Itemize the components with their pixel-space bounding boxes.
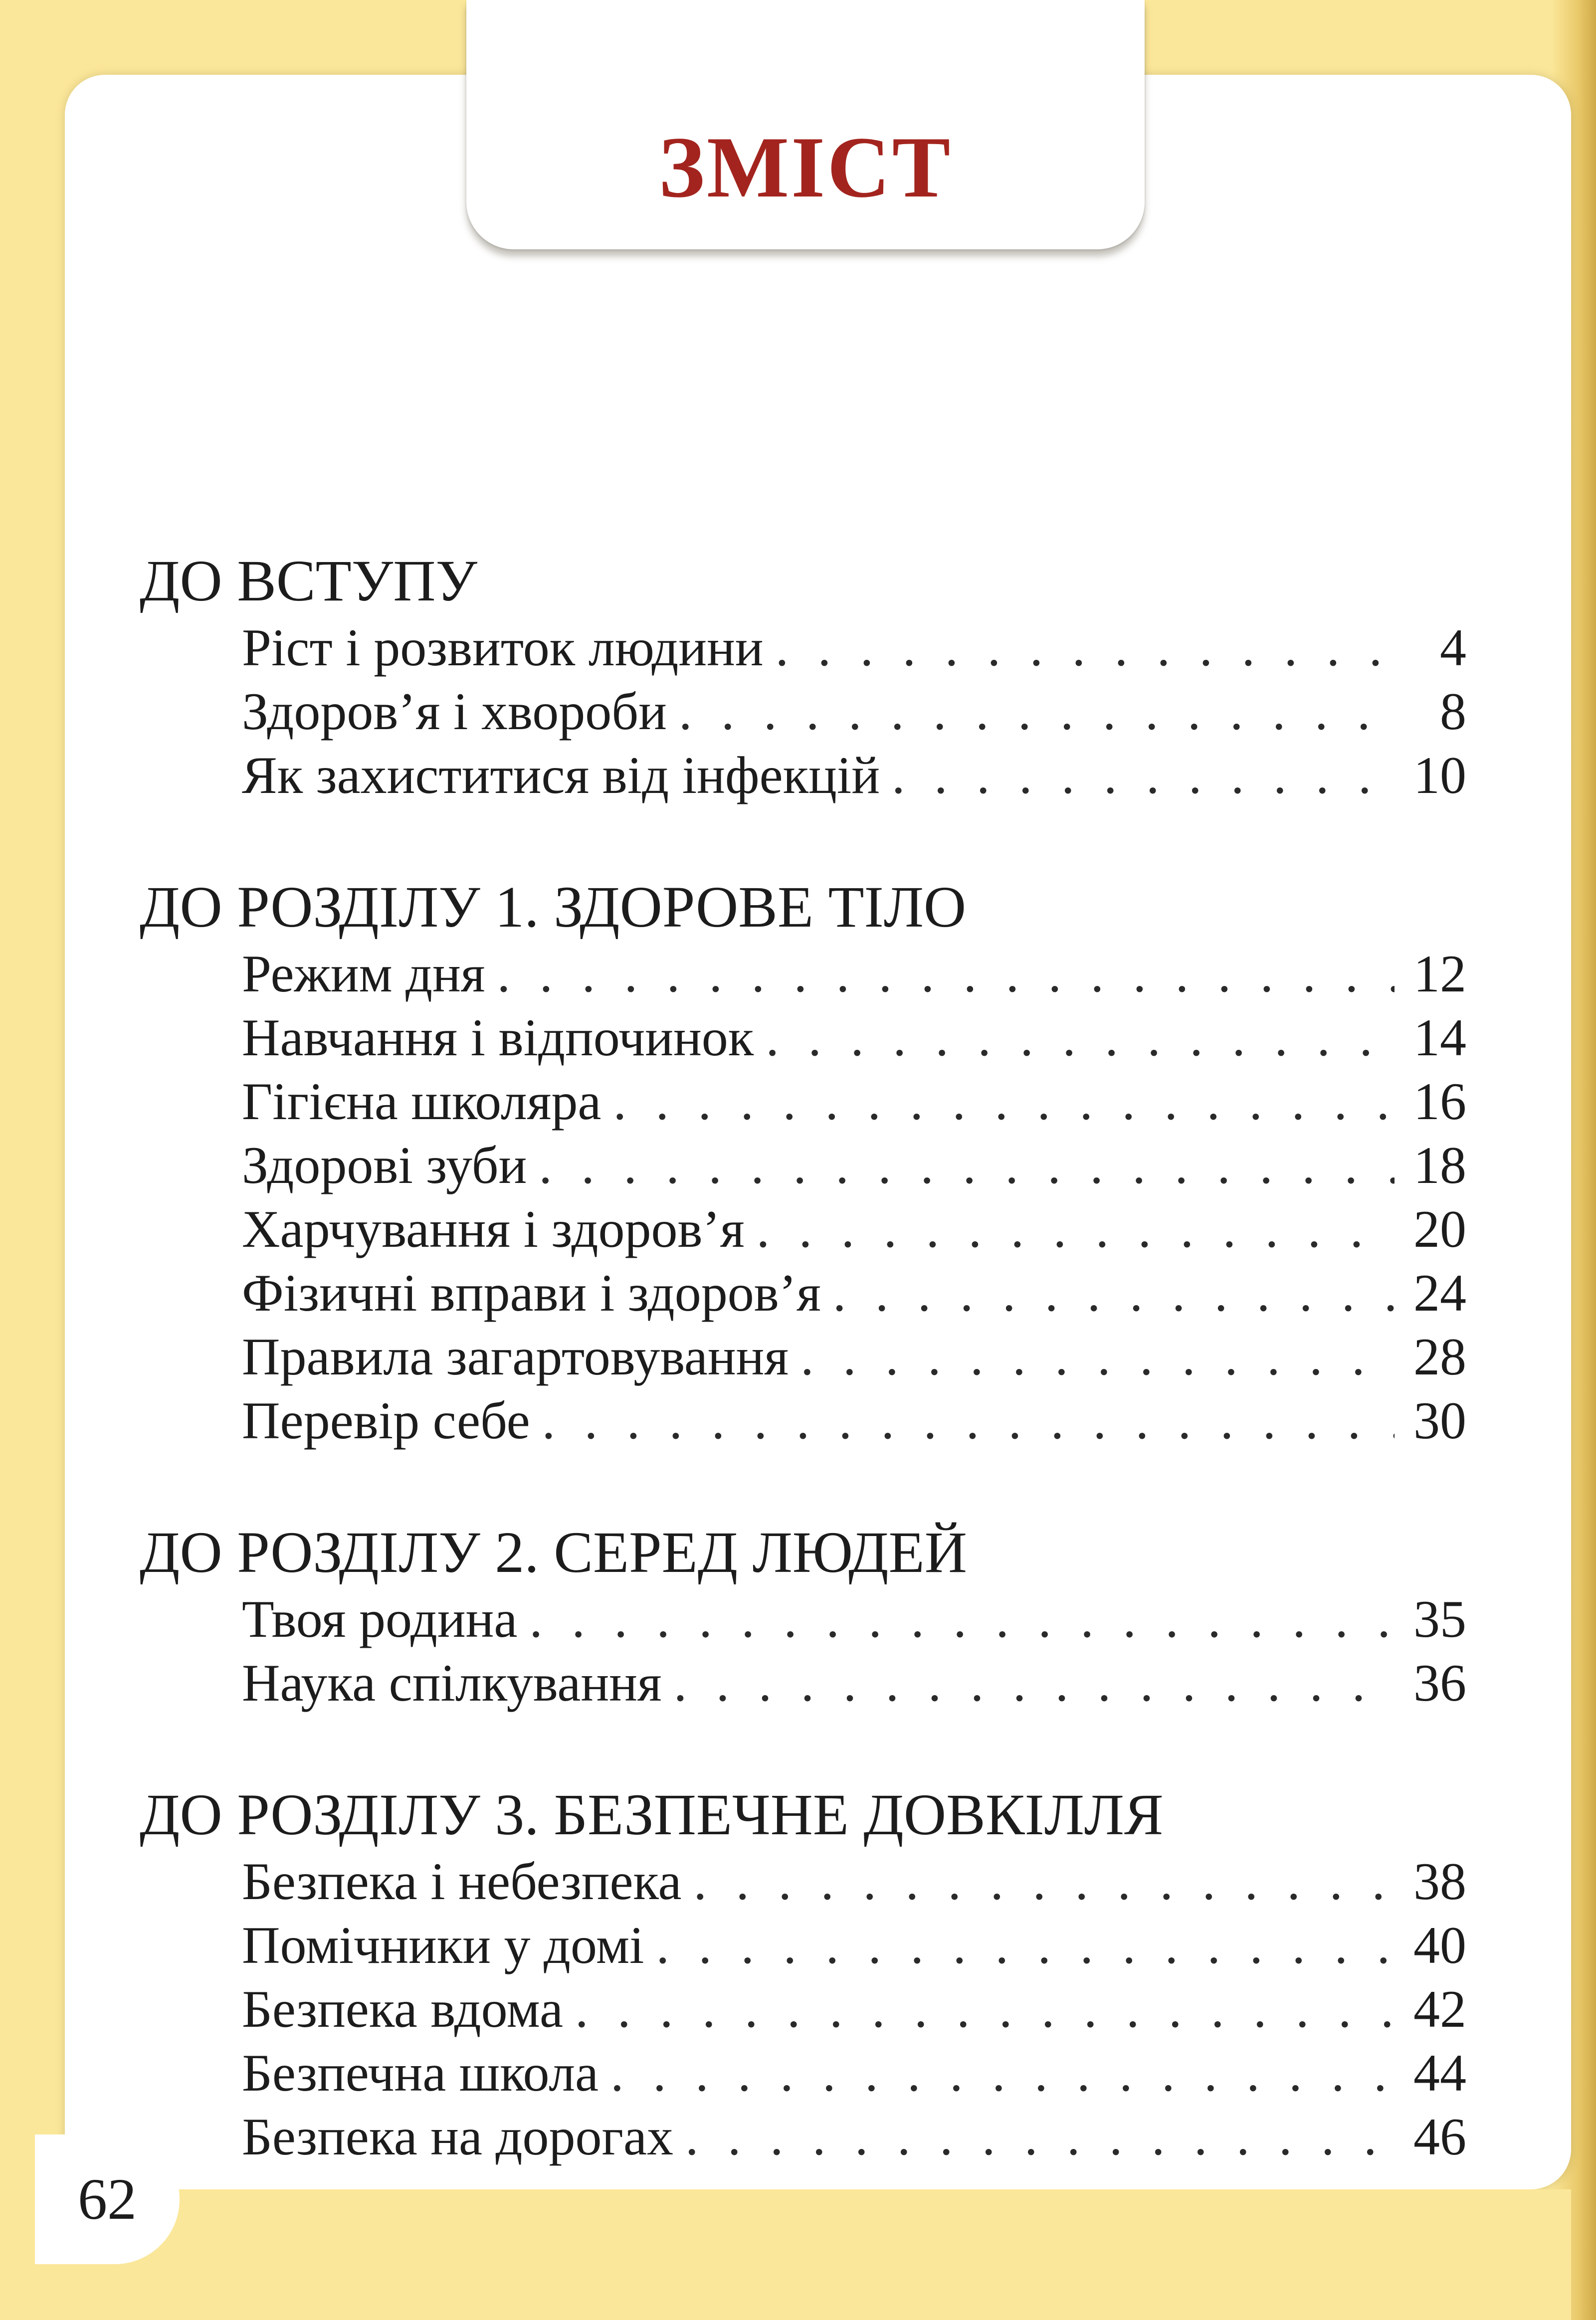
dot-leader (529, 1587, 1395, 1651)
toc-entry[interactable] (140, 942, 1466, 1006)
dot-leader (800, 1325, 1395, 1389)
entry-title: Як захиститися від інфекцій (242, 746, 880, 804)
entry-page: 42 (1413, 1980, 1466, 2038)
toc-entry[interactable] (140, 1134, 1466, 1197)
toc-entry[interactable] (140, 1651, 1466, 1715)
dot-leader (610, 2041, 1395, 2105)
entry-page: 24 (1413, 1264, 1466, 1322)
toc-entry[interactable] (140, 1587, 1466, 1651)
dot-leader (613, 1070, 1395, 1134)
toc-entry[interactable] (140, 680, 1466, 744)
toc-entry[interactable] (140, 1977, 1466, 2041)
entry-page: 28 (1413, 1328, 1466, 1386)
toc-section (140, 1518, 1466, 1715)
toc-section (140, 872, 1466, 1453)
dot-leader (674, 1651, 1395, 1715)
dot-leader (656, 1914, 1395, 1977)
dot-leader (833, 1261, 1395, 1325)
entry-page: 36 (1413, 1654, 1466, 1712)
toc-entry[interactable] (140, 1006, 1466, 1070)
section-heading: ДО РОЗДІЛУ 2. СЕРЕД ЛЮДЕЙ (140, 1520, 967, 1585)
entry-page: 14 (1413, 1008, 1466, 1067)
title-tab (466, 0, 1145, 249)
entry-title: Наука спілкування (242, 1654, 662, 1712)
dot-leader (497, 942, 1395, 1006)
dot-leader (766, 1006, 1395, 1070)
toc-entry[interactable] (140, 1850, 1466, 1914)
toc-entry[interactable] (140, 2041, 1466, 2105)
entry-page: 20 (1413, 1200, 1466, 1258)
entry-title: Навчання і відпочинок (242, 1008, 754, 1067)
entry-page: 44 (1413, 2044, 1466, 2102)
entry-title: Безпека і небезпека (242, 1852, 682, 1911)
entry-title: Фізичні вправи і здоров’я (242, 1264, 821, 1322)
section-heading: ДО ВСТУПУ (140, 548, 478, 613)
toc-section (140, 546, 1466, 807)
entry-page: 8 (1440, 682, 1466, 741)
toc-entry[interactable] (140, 1070, 1466, 1134)
entry-page: 38 (1413, 1852, 1466, 1911)
dot-leader (694, 1850, 1395, 1914)
dot-leader (685, 2105, 1395, 2169)
entry-page: 40 (1413, 1916, 1466, 1974)
toc-entry[interactable] (140, 1914, 1466, 1977)
entry-title: Здорові зуби (242, 1136, 527, 1194)
page-number: 62 (35, 2134, 180, 2264)
dot-leader (679, 680, 1395, 744)
page-title: ЗМІСТ (658, 118, 953, 215)
entry-page: 12 (1413, 945, 1466, 1003)
toc-entry[interactable] (140, 1325, 1466, 1389)
entry-page: 18 (1413, 1136, 1466, 1194)
toc-entry[interactable] (140, 2105, 1466, 2169)
dot-leader (757, 1197, 1395, 1261)
entry-title: Гігієна школяра (242, 1072, 601, 1131)
entry-page: 30 (1413, 1391, 1466, 1450)
entry-title: Твоя родина (242, 1590, 518, 1648)
dot-leader (575, 1977, 1395, 2041)
entry-title: Ріст і розвиток людини (242, 618, 764, 677)
dot-leader (539, 1134, 1395, 1197)
entry-page: 46 (1413, 2108, 1466, 2166)
entry-title: Безпека вдома (242, 1980, 564, 2038)
entry-page: 10 (1413, 746, 1466, 804)
entry-page: 16 (1413, 1072, 1466, 1131)
toc-entry[interactable] (140, 1261, 1466, 1325)
entry-title: Харчування і здоров’я (242, 1200, 745, 1258)
section-heading: ДО РОЗДІЛУ 1. ЗДОРОВЕ ТІЛО (140, 874, 967, 940)
entry-title: Помічники у домі (242, 1916, 644, 1974)
dot-leader (542, 1389, 1395, 1453)
toc-section (140, 1780, 1466, 2169)
table-of-contents (140, 546, 1466, 2234)
dot-leader (892, 744, 1395, 807)
toc-entry[interactable] (140, 744, 1466, 807)
entry-page: 35 (1413, 1590, 1466, 1648)
dot-leader (776, 616, 1395, 680)
toc-entry[interactable] (140, 1197, 1466, 1261)
entry-title: Перевір себе (242, 1391, 530, 1450)
entry-title: Правила загартовування (242, 1328, 789, 1386)
entry-title: Безпечна школа (242, 2044, 599, 2102)
entry-page: 4 (1440, 618, 1466, 677)
toc-entry[interactable] (140, 616, 1466, 680)
entry-title: Безпека на дорогах (242, 2108, 674, 2166)
section-heading: ДО РОЗДІЛУ 3. БЕЗПЕЧНЕ ДОВКІЛЛЯ (140, 1782, 1164, 1847)
toc-entry[interactable] (140, 1389, 1466, 1453)
entry-title: Режим дня (242, 945, 485, 1003)
entry-title: Здоров’я і хвороби (242, 682, 667, 741)
